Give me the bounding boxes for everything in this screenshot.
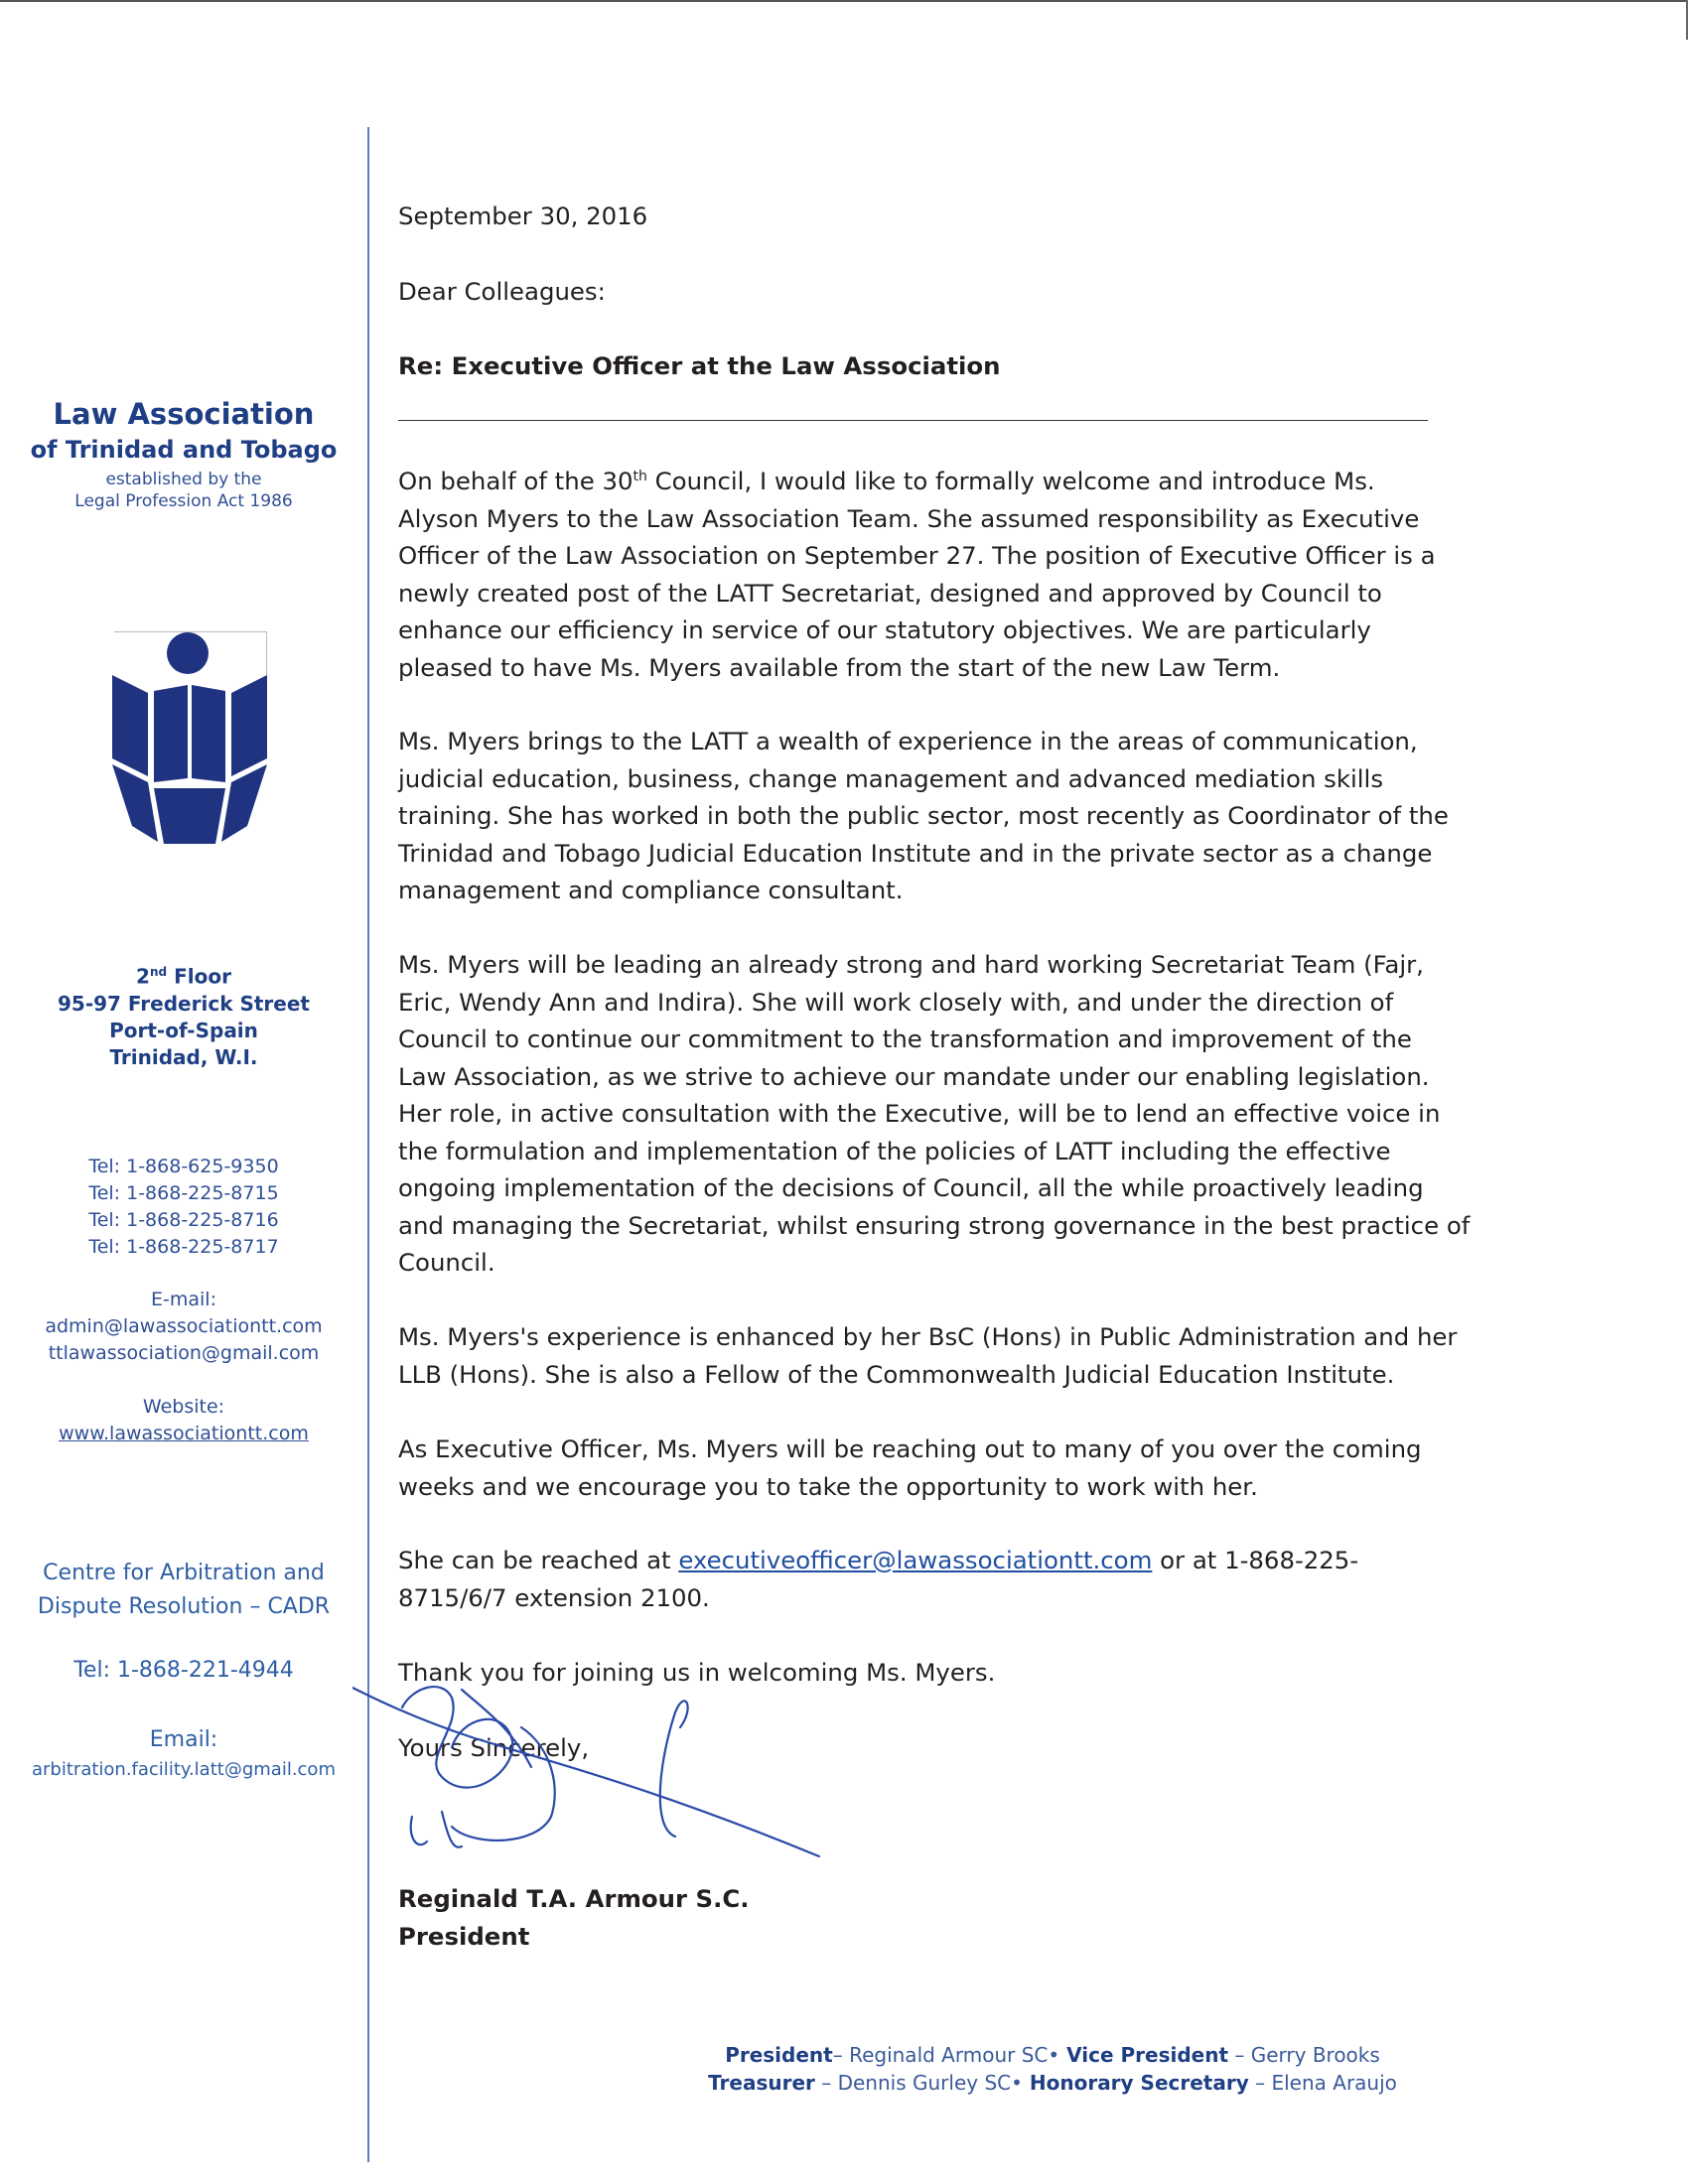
paragraph-4 [398, 1318, 1490, 1393]
text-line: pleased to have Ms. Myers available from the start of the new Law Term. [398, 652, 1281, 682]
text-line: Ms. Myers's experience is enhanced by her BsC (Hons) in Public Administration and her [398, 1322, 1458, 1351]
phone-number: Tel: 1-868-225-8716 [88, 1209, 279, 1231]
cadr-name-line: Centre for Arbitration and [43, 1561, 325, 1585]
handwritten-signature [352, 1668, 869, 1866]
text-line: newly created post of the LATT Secretariat, designed and approved by Council to [398, 578, 1382, 608]
subject-rule [398, 420, 1428, 421]
cadr-email-address: arbitration.facility.latt@gmail.com [32, 1759, 336, 1780]
executive-officer-email-link[interactable]: executiveofficer@lawassociationtt.com [678, 1546, 1153, 1574]
cadr-email-label: Email: [149, 1727, 218, 1752]
law-association-logo [112, 631, 271, 846]
address-floor: 2nd Floor [136, 964, 231, 989]
address-country: Trinidad, W.I. [109, 1044, 258, 1069]
email-block [20, 1287, 348, 1367]
text-line: Eric, Wendy Ann and Indira). She will work closely with, and under the direction of [398, 987, 1394, 1017]
established-note [20, 469, 348, 512]
email-address: admin@lawassociationtt.com [45, 1315, 323, 1337]
paragraph-7: Thank you for joining us in welcoming Ms. Myers. [398, 1658, 996, 1687]
text-line: management and compliance consultant. [398, 876, 904, 904]
phone-number: Tel: 1-868-225-8715 [88, 1182, 279, 1204]
text-line: As Executive Officer, Ms. Myers will be reaching out to many of you over the coming [398, 1434, 1422, 1463]
footer-officers-line-2: Treasurer – Dennis Gurley SC• Honorary Secretary – Elena Araujo [708, 2071, 1397, 2095]
signer-title: President [398, 1922, 530, 1951]
subject-line: Re: Executive Officer at the Law Association [398, 351, 1001, 380]
text-line: enhance our efficiency in service of our statutory objectives. We are particularly [398, 615, 1371, 644]
org-name: Law Association [53, 397, 315, 431]
established-act: Legal Profession Act 1986 [74, 491, 293, 511]
cadr-email-block [20, 1725, 348, 1785]
website-block [20, 1394, 348, 1447]
letterhead-sidebar [0, 0, 369, 2184]
address-city: Port-of-Spain [109, 1018, 258, 1042]
text-line: She can be reached at executiveofficer@lawassociationtt.com or at 1-868-225- [398, 1546, 1359, 1574]
text-line: and managing the Secretariat, whilst ensuring strong governance in the best practice of [398, 1210, 1471, 1240]
text-line: Trinidad and Tobago Judicial Education Institute and in the private sector as a change [398, 838, 1433, 868]
paragraph-3 [398, 946, 1490, 1282]
text-line: judicial education, business, change management and advanced mediation skills [398, 763, 1384, 793]
email-address: ttlawassociation@gmail.com [48, 1342, 320, 1364]
text-line: Alyson Myers to the Law Association Team. She assumed responsibility as Executive [398, 503, 1420, 533]
paragraph-1 [398, 463, 1490, 686]
text-line: On behalf of the 30th Council, I would like to formally welcome and introduce Ms. [398, 467, 1375, 495]
website-link[interactable]: www.lawassociationtt.com [59, 1423, 309, 1444]
address-street: 95-97 Frederick Street [58, 991, 310, 1016]
text-line: weeks and we encourage you to take the opportunity to work with her. [398, 1471, 1258, 1501]
text-line: the formulation and implementation of the policies of LATT including the effective [398, 1136, 1391, 1165]
signer-name: Reginald T.A. Armour S.C. [398, 1884, 750, 1913]
text-line: Her role, in active consultation with the Executive, will be to lend an effective voice in [398, 1099, 1441, 1128]
signer-block [398, 1880, 750, 1956]
footer-officers-line-1: President– Reginald Armour SC• Vice President – Gerry Brooks [725, 2043, 1380, 2067]
established-line: established by the [105, 470, 262, 489]
text-line: Officer of the Law Association on September 27. The position of Executive Officer is a [398, 541, 1436, 570]
letter-date: September 30, 2016 [398, 202, 648, 230]
text-line: Council. [398, 1248, 495, 1277]
closing: Yours Sincerely, [398, 1733, 590, 1762]
text-line: Ms. Myers will be leading an already strong and hard working Secretariat Team (Fajr, [398, 950, 1424, 979]
text-line: LLB (Hons). She is also a Fellow of the Commonwealth Judicial Education Institute. [398, 1359, 1395, 1389]
website-label: Website: [142, 1396, 225, 1418]
salutation: Dear Colleagues: [398, 277, 606, 306]
phone-number: Tel: 1-868-625-9350 [88, 1156, 279, 1177]
text-line: Law Association, as we strive to achieve our mandate under our enabling legislation. [398, 1061, 1430, 1091]
paragraph-5 [398, 1431, 1490, 1505]
text-line: Council to continue our commitment to the transformation and improvement of the [398, 1024, 1412, 1053]
cadr-name-line: Dispute Resolution – CADR [37, 1594, 331, 1619]
phone-list [20, 1154, 348, 1261]
paragraph-6 [398, 1542, 1490, 1616]
paragraph-2 [398, 723, 1490, 909]
org-name-subtitle: of Trinidad and Tobago [30, 436, 338, 464]
cadr-name [20, 1557, 348, 1624]
office-address [20, 959, 348, 1071]
text-line: training. She has worked in both the public sector, most recently as Coordinator of the [398, 801, 1449, 830]
text-line: 8715/6/7 extension 2100. [398, 1582, 710, 1612]
phone-number: Tel: 1-868-225-8717 [88, 1236, 279, 1258]
cadr-phone: Tel: 1-868-221-4944 [73, 1658, 294, 1683]
text-line: ongoing implementation of the decisions of Council, all the while proactively leading [398, 1173, 1424, 1202]
email-label: E-mail: [151, 1289, 216, 1310]
text-line: Ms. Myers brings to the LATT a wealth of experience in the areas of communication, [398, 727, 1418, 755]
